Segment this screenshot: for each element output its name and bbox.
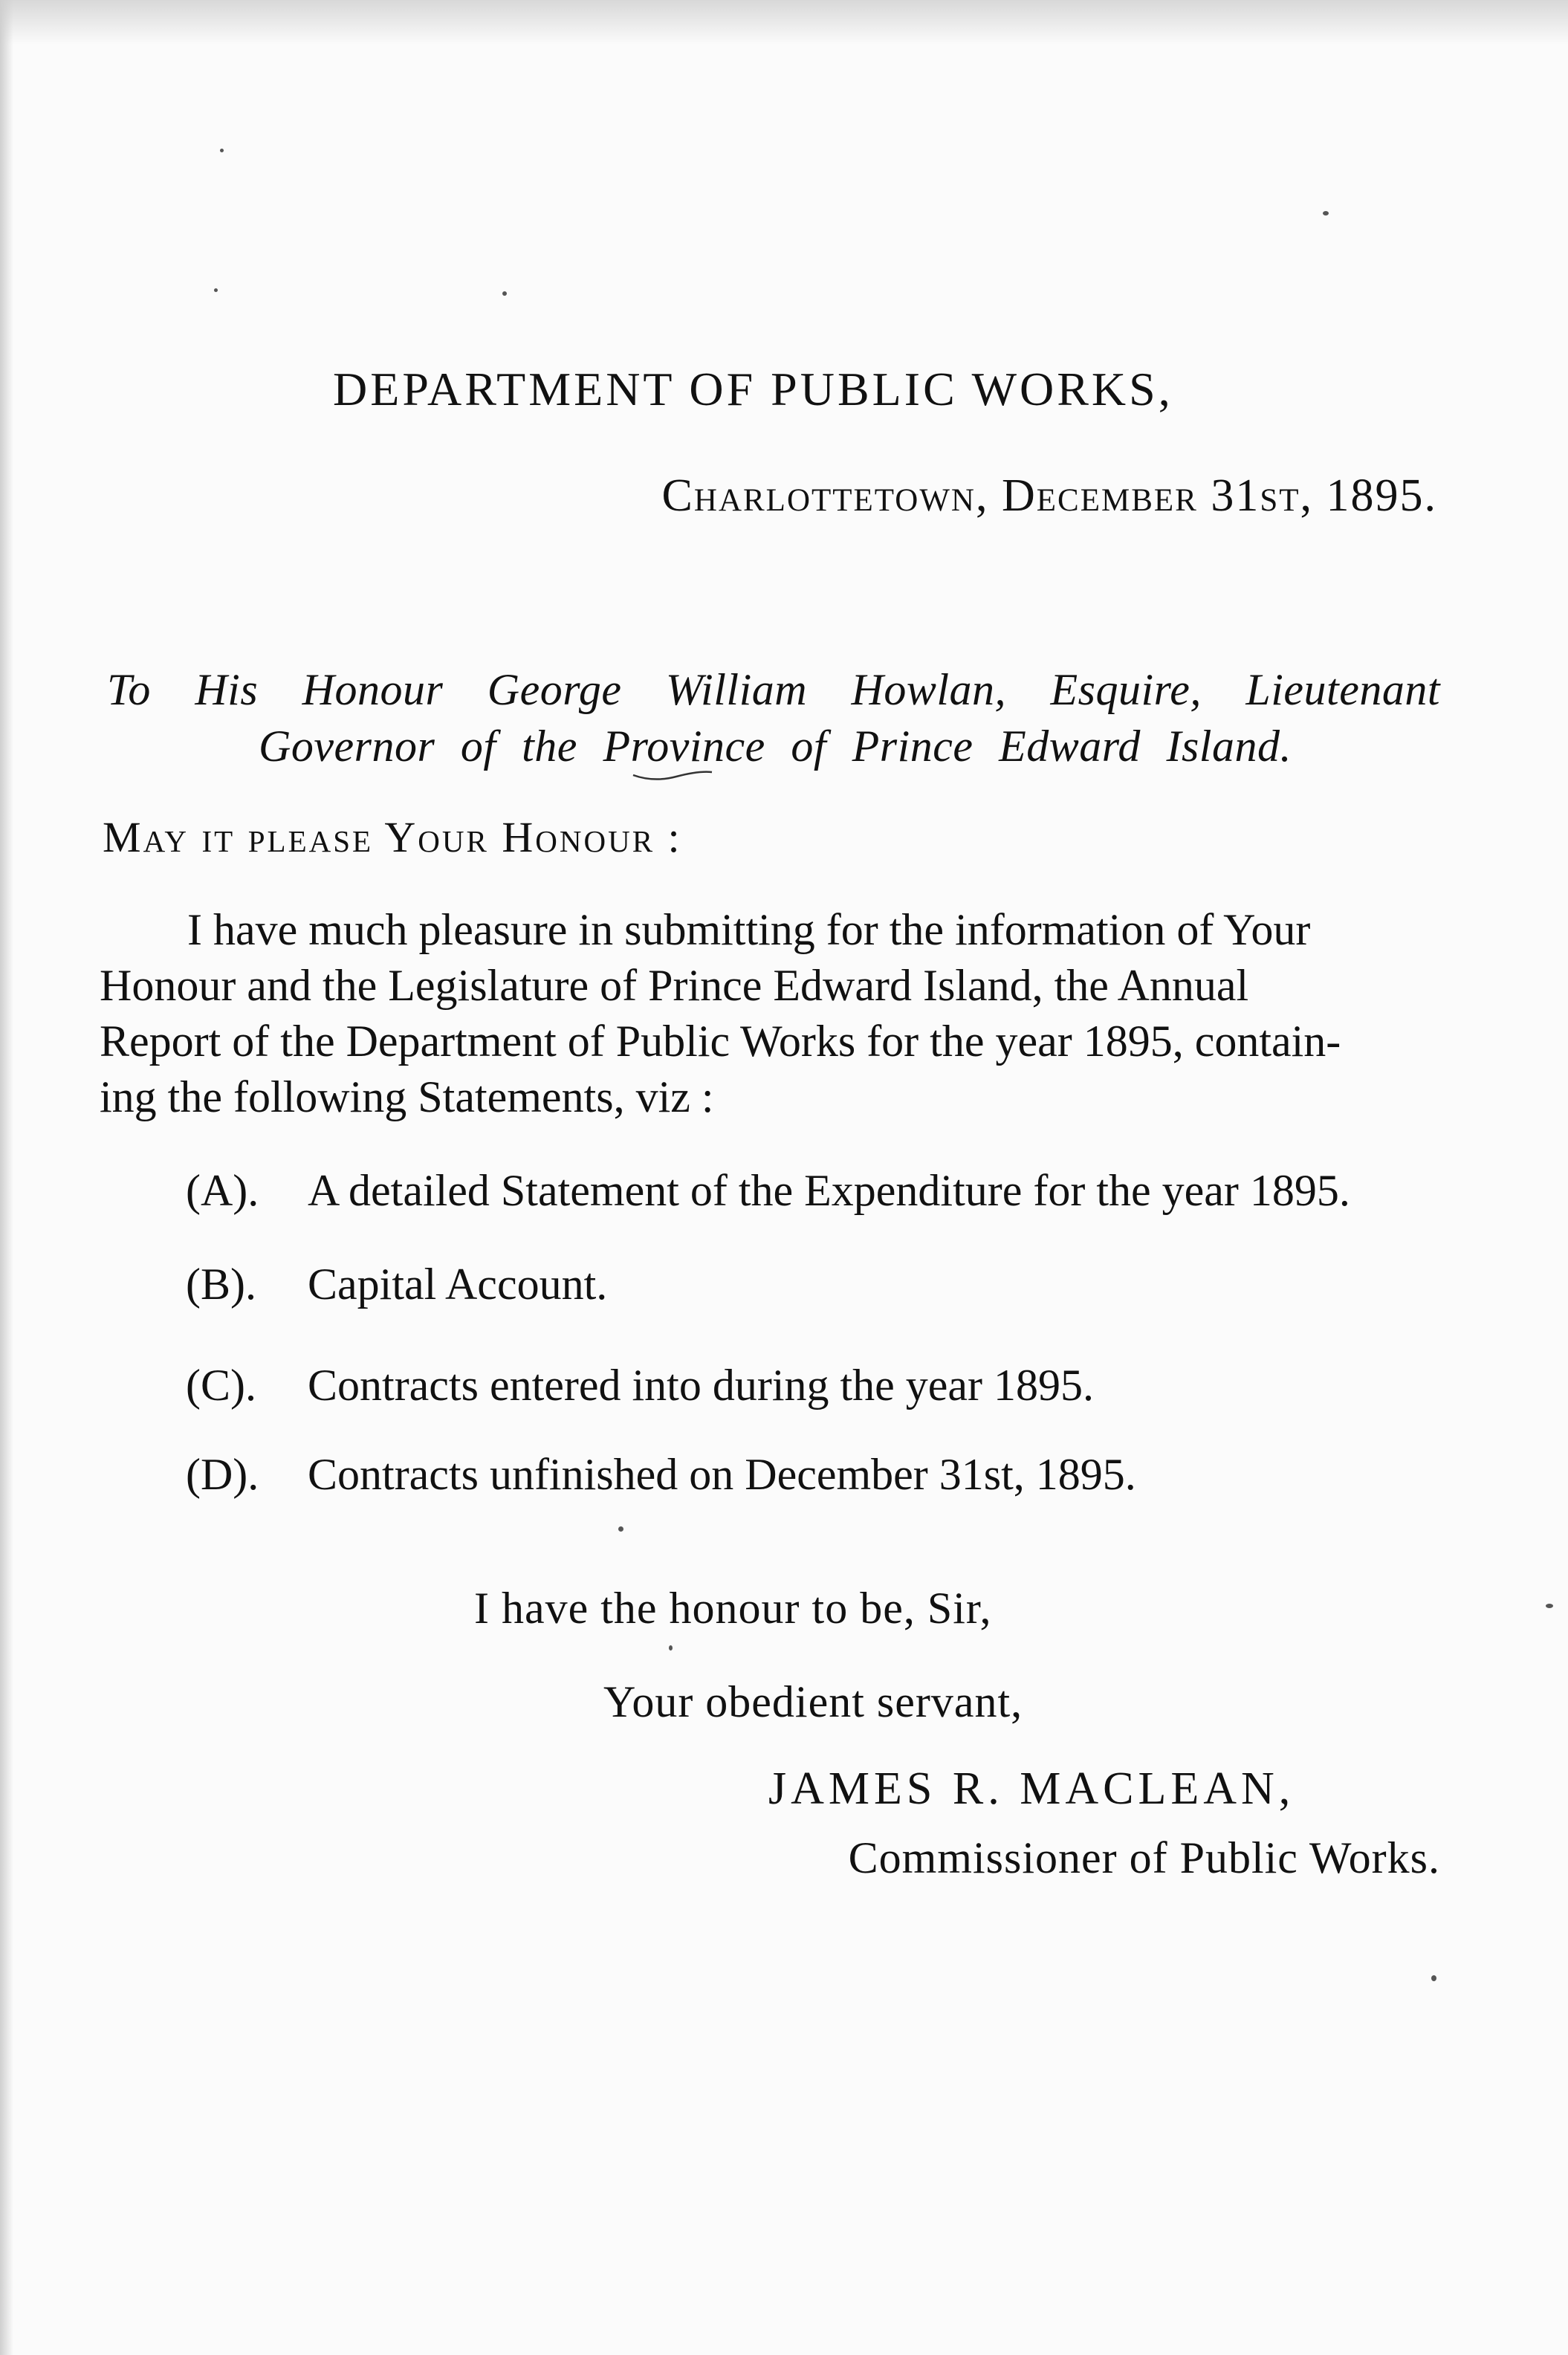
- scan-speck: [220, 149, 224, 152]
- addressee-line-2: [259, 722, 1292, 771]
- body-line: ing the following Statements, viz :: [100, 1072, 714, 1121]
- addressee-word: Honour: [302, 665, 444, 714]
- addressee-word: of: [460, 722, 496, 771]
- scan-speck: [618, 1526, 623, 1532]
- addressee-word: To: [107, 665, 151, 714]
- scan-speck: [669, 1645, 673, 1651]
- statement-item-d: [186, 1452, 1136, 1497]
- addressee-word: Howlan,: [851, 665, 1007, 714]
- addressee-word: of: [791, 722, 827, 771]
- scan-speck: [502, 291, 507, 296]
- closing-line-2: Your obedient servant,: [603, 1677, 1023, 1726]
- statement-item-a: [186, 1168, 1350, 1213]
- addressee-word: the: [522, 722, 577, 771]
- addressee-word: Lieutenant: [1245, 665, 1440, 714]
- addressee-word: Province: [603, 722, 765, 771]
- item-label: (D).: [186, 1450, 259, 1499]
- addressee-word: Esquire,: [1050, 665, 1202, 714]
- body-line: Report of the Department of Public Works for the year 1895, contain-: [100, 1017, 1341, 1066]
- addressee-word: Prince: [852, 722, 973, 771]
- scan-speck: [1323, 211, 1329, 216]
- statement-item-b: [186, 1260, 608, 1309]
- signature-name: JAMES R. MACLEAN,: [768, 1763, 1295, 1814]
- addressee-word: Island.: [1166, 722, 1292, 771]
- signature-title: Commissioner of Public Works.: [848, 1833, 1440, 1882]
- addressee-word: George: [487, 665, 622, 714]
- addressee-word: Governor: [259, 722, 435, 771]
- addressee-word: Edward: [999, 722, 1141, 771]
- scan-speck: [1546, 1604, 1553, 1608]
- addressee-word: William: [665, 665, 808, 714]
- item-text: A detailed Statement of the Expenditure for the year 1895.: [308, 1166, 1350, 1215]
- scan-left-shading: [0, 0, 13, 2355]
- body-line: Honour and the Legislature of Prince Edward Island, the Annual: [100, 961, 1249, 1010]
- handwritten-underline-mark: [632, 769, 713, 783]
- body-line: I have much pleasure in submitting for the information of Your: [187, 905, 1311, 954]
- item-label: (C).: [186, 1361, 256, 1410]
- item-label: (A).: [186, 1166, 259, 1215]
- statement-item-c: [186, 1363, 1094, 1408]
- salutation: May it please Your Honour :: [103, 813, 682, 861]
- department-heading: DEPARTMENT OF PUBLIC WORKS,: [333, 363, 1173, 415]
- item-text: Contracts entered into during the year 1895.: [308, 1361, 1095, 1410]
- item-text: Capital Account.: [308, 1260, 608, 1309]
- item-label: (B).: [186, 1260, 256, 1309]
- body-paragraph: [100, 902, 1440, 1125]
- dateline: Charlottetown, December 31st, 1895.: [661, 470, 1437, 521]
- addressee-line-1: [107, 667, 1440, 712]
- addressee-word: His: [195, 665, 259, 714]
- scan-speck: [214, 288, 218, 292]
- closing-line-1: I have the honour to be, Sir,: [474, 1584, 992, 1633]
- scan-top-shading: [0, 0, 1568, 45]
- item-text: Contracts unfinished on December 31st, 1895.: [308, 1450, 1136, 1499]
- scan-speck: [1431, 1975, 1436, 1981]
